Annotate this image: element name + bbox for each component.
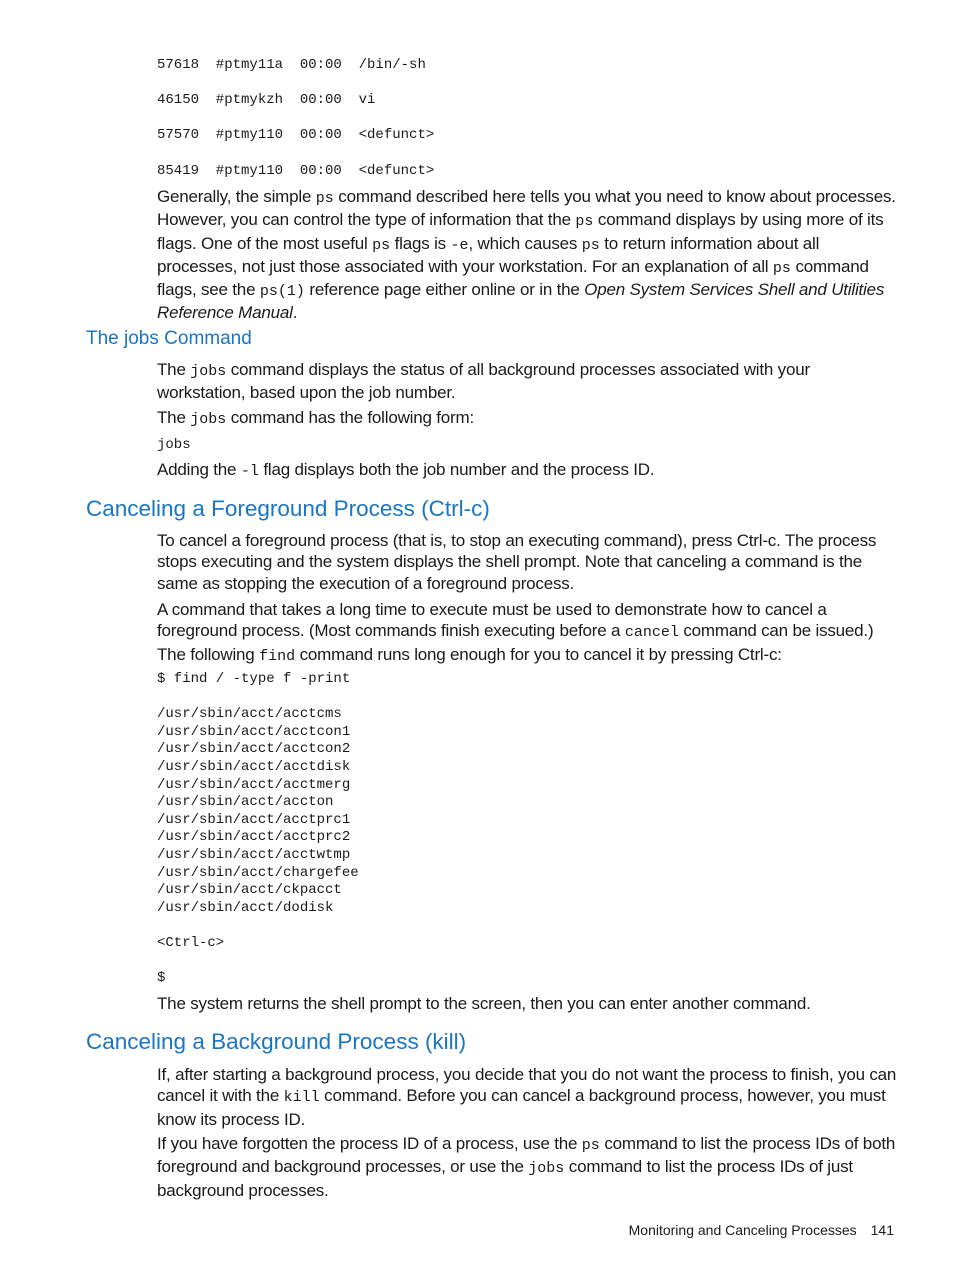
background-process-id-paragraph: If you have forgotten the process ID of a process, use the ps command to list the process IDs of both foreground and background processes, or use the jobs command to list the process IDs of just background processes. [157, 1134, 896, 1200]
ps-output-line: 57570 #ptmy110 00:00 <defunct> [157, 127, 435, 143]
background-section-heading: Canceling a Background Process (kill) [86, 1029, 467, 1054]
jobs-command-heading: The jobs Command [86, 328, 252, 349]
page-footer [629, 1222, 894, 1238]
ps-output-line: 46150 #ptmykzh 00:00 vi [157, 92, 376, 108]
foreground-find-paragraph: A command that takes a long time to execute must be used to demonstrate how to cancel a foreground process. (Most commands finish executing before a cancel command can be issued.) The following find command runs long enough for you to cancel it by pressing Ctrl-c: [157, 600, 874, 665]
find-command-code-block: $ find / -type f -print /usr/sbin/acct/acctcms /usr/sbin/acct/acctcon1 /usr/sbin/acct/acctcon2 /usr/sbin/acct/acctdisk /usr/sbin/acct/acctmerg /usr/sbin/acct/accton /usr/sbin/acct/acctprc1 /usr/sbin/acct/acctprc2 /usr/sbin/acct/acctwtmp /usr/sbin/acct/chargefee /usr/sbin/acct/ckpacct /usr/sbin/acct/dodisk <Ctrl-c> $ [157, 671, 359, 987]
jobs-form-paragraph: The jobs command has the following form: [157, 408, 475, 428]
background-kill-paragraph: If, after starting a background process, you decide that you do not want the process to finish, you can cancel it with the kill command. Before you can cancel a background process, however, you must know its process ID. [157, 1065, 897, 1129]
foreground-intro-paragraph: To cancel a foreground process (that is, to stop an executing command), press Ctrl-c. The process stops executing and the system displays the shell prompt. Note that canceling a command is the same as stopping the execution of a foreground process. [157, 531, 877, 593]
page-number: 141 [870, 1222, 894, 1238]
jobs-description-paragraph: The jobs command displays the status of all background processes associated with your workstation, based upon the job number. [157, 360, 810, 403]
jobs-code-example: jobs [157, 437, 191, 453]
ps-output-line: 57618 #ptmy11a 00:00 /bin/-sh [157, 57, 426, 73]
ps-explanation-paragraph: Generally, the simple ps command described here tells you what you need to know about processes. However, you can control the type of information that the ps command displays by using more of its flags. One of the most useful ps flags is -e, which causes ps to return information about all processes, not just those associated with your workstation. For an explanation of all ps command flags, see the ps(1) reference page either online or in the Open System Services Shell and Utilities Reference Manual. [157, 187, 896, 323]
jobs-flag-paragraph: Adding the -l flag displays both the job number and the process ID. [157, 460, 655, 480]
foreground-result-paragraph: The system returns the shell prompt to the screen, then you can enter another command. [157, 994, 811, 1013]
ps-output-line: 85419 #ptmy110 00:00 <defunct> [157, 163, 435, 179]
foreground-section-heading: Canceling a Foreground Process (Ctrl-c) [86, 496, 490, 521]
footer-section-title: Monitoring and Canceling Processes [628, 1222, 857, 1238]
